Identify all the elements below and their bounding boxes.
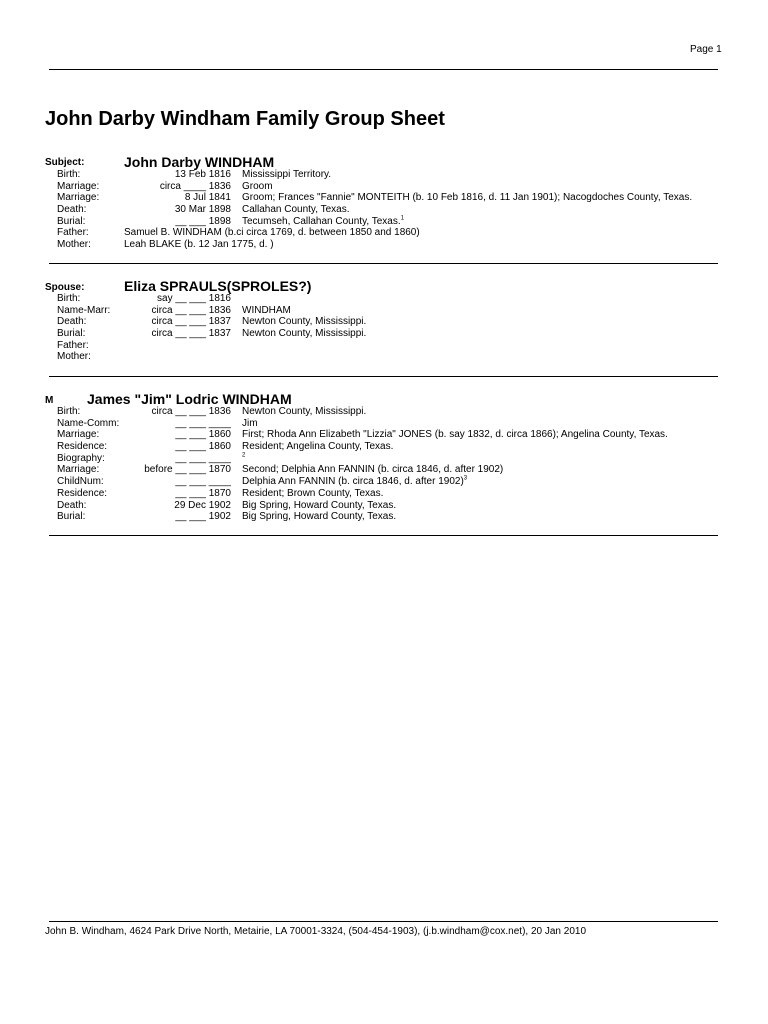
event-place: Callahan County, Texas. [242,204,350,216]
event-detail [242,216,404,228]
event-place: First; Rhoda Ann Elizabeth "Lizzia" JONES (b. say 1832, d. circa 1866); Angelina County, Texas. [242,429,668,441]
event-label: Death: [57,316,87,328]
event-place: Big Spring, Howard County, Texas. [242,499,397,511]
event-date: circa __ ___ 1836 [151,304,231,316]
event-place: Tecumseh, Callahan County, Texas. [242,215,401,227]
event-row [0,216,768,228]
event-place: WINDHAM [242,304,291,316]
event-date: before __ ___ 1870 [144,464,231,476]
event-date: __ ___ 1860 [175,441,231,453]
event-date: 13 Feb 1816 [174,169,231,180]
event-label: Birth: [57,293,81,304]
event-row [0,488,768,500]
event-label: Birth: [57,406,81,417]
event-date: __ ___ ____ [175,417,231,429]
document-title: John Darby Windham Family Group Sheet [45,108,445,130]
subject-events [0,169,768,251]
event-row [0,511,768,523]
event-label: Biography: [57,452,105,464]
footnote-marker: 1 [400,215,404,222]
page-number: Page 1 [690,44,722,55]
event-detail [242,192,692,204]
event-place: Newton County, Mississippi. [242,406,367,417]
subject-divider [49,263,718,264]
spouse-events [0,293,768,363]
event-place: Leah BLAKE (b. 12 Jan 1775, d. ) [124,239,274,251]
event-row [0,429,768,441]
event-row [0,418,768,430]
event-label: ChildNum: [57,476,104,488]
event-row [0,500,768,512]
event-detail [242,169,331,181]
event-label: Burial: [57,511,86,523]
event-detail [242,464,503,476]
event-detail [242,476,467,488]
event-row [0,453,768,465]
event-row [0,340,768,352]
event-place: Resident; Brown County, Texas. [242,487,384,499]
child-events [0,406,768,523]
event-detail [242,181,273,193]
event-label: Death: [57,499,87,511]
event-detail [242,511,396,523]
event-label: Marriage: [57,429,100,441]
event-label: Name-Marr: [57,304,111,316]
event-row [0,204,768,216]
event-label: Mother: [57,351,91,363]
event-row [0,169,768,181]
child-name: James "Jim" Lodric WINDHAM [87,391,292,407]
event-row [0,476,768,488]
event-date: __ ___ ____ [175,452,231,464]
footer-rule [49,921,718,922]
event-label: Burial: [57,215,86,227]
event-place: Newton County, Mississippi. [242,328,367,340]
footnote-marker: 2 [242,452,246,459]
event-label: Burial: [57,328,86,340]
event-detail [242,406,366,418]
event-row [0,305,768,317]
event-label: Residence: [57,441,108,453]
event-place: Mississippi Territory. [242,169,332,180]
footer-text: John B. Windham, 4624 Park Drive North, Metairie, LA 70001-3324, (504-454-1903), (j.b.windham@cox.net), 20 Jan 2010 [45,926,587,937]
event-date: circa __ ___ 1837 [151,316,231,328]
event-date: circa __ ___ 1836 [151,406,231,417]
event-detail [242,453,245,465]
event-place: Jim [242,417,258,429]
event-detail [242,316,366,328]
event-row [0,406,768,418]
event-label: Marriage: [57,192,100,204]
event-label: Birth: [57,169,81,180]
event-row [0,328,768,340]
child-sex-label: M [45,395,54,406]
event-date: __ ___ 1870 [175,487,231,499]
event-date: __ ___ ____ [175,476,231,488]
event-place: Second; Delphia Ann FANNIN (b. circa 1846, d. after 1902) [242,464,504,476]
event-detail [242,429,668,441]
event-row [0,227,768,239]
event-detail [124,227,420,239]
footnote-marker: 3 [463,475,468,482]
event-date: say __ ___ 1816 [157,293,231,304]
event-date: circa ____ 1836 [159,180,231,192]
header-rule [49,69,718,70]
event-place: Big Spring, Howard County, Texas. [242,511,397,523]
event-row [0,351,768,363]
event-detail [242,328,366,340]
event-date: 30 Mar 1898 [174,204,231,216]
event-place: Groom; Frances "Fannie" MONTEITH (b. 10 Feb 1816, d. 11 Jan 1901); Nacogdoches County, Texas. [242,192,693,204]
event-detail [124,239,274,251]
child-divider [49,535,718,536]
event-detail [242,488,383,500]
event-label: Marriage: [57,180,100,192]
spouse-name: Eliza SPRAULS(SPROLES?) [124,278,312,294]
event-detail [242,418,258,430]
event-date: __ ___ 1898 [175,215,231,227]
event-label: Father: [57,339,89,351]
event-label: Name-Comm: [57,417,120,429]
event-row [0,316,768,328]
event-place: Delphia Ann FANNIN (b. circa 1846, d. after 1902) [242,476,464,488]
event-date: 29 Dec 1902 [174,499,231,511]
event-date: __ ___ 1902 [175,511,231,523]
event-detail [242,500,396,512]
event-detail [242,305,291,317]
event-label: Mother: [57,239,91,251]
event-place: Samuel B. WINDHAM (b.ci circa 1769, d. between 1850 and 1860) [124,227,420,239]
event-detail [242,441,393,453]
event-row [0,181,768,193]
event-detail [242,204,349,216]
event-place: Groom [242,180,273,192]
event-row [0,441,768,453]
event-label: Death: [57,204,87,216]
event-label: Father: [57,227,89,239]
subject-name: John Darby WINDHAM [124,154,275,170]
event-row [0,239,768,251]
event-date: 8 Jul 1841 [184,192,231,204]
event-label: Residence: [57,487,108,499]
event-date: circa __ ___ 1837 [151,328,231,340]
spouse-divider [49,376,718,377]
event-place: Resident; Angelina County, Texas. [242,441,394,453]
event-date: __ ___ 1860 [175,429,231,441]
event-row [0,464,768,476]
subject-role-label: Subject: [45,157,85,168]
event-row [0,192,768,204]
spouse-role-label: Spouse: [45,282,85,293]
event-label: Marriage: [57,464,100,476]
event-row [0,293,768,305]
event-place: Newton County, Mississippi. [242,316,367,328]
